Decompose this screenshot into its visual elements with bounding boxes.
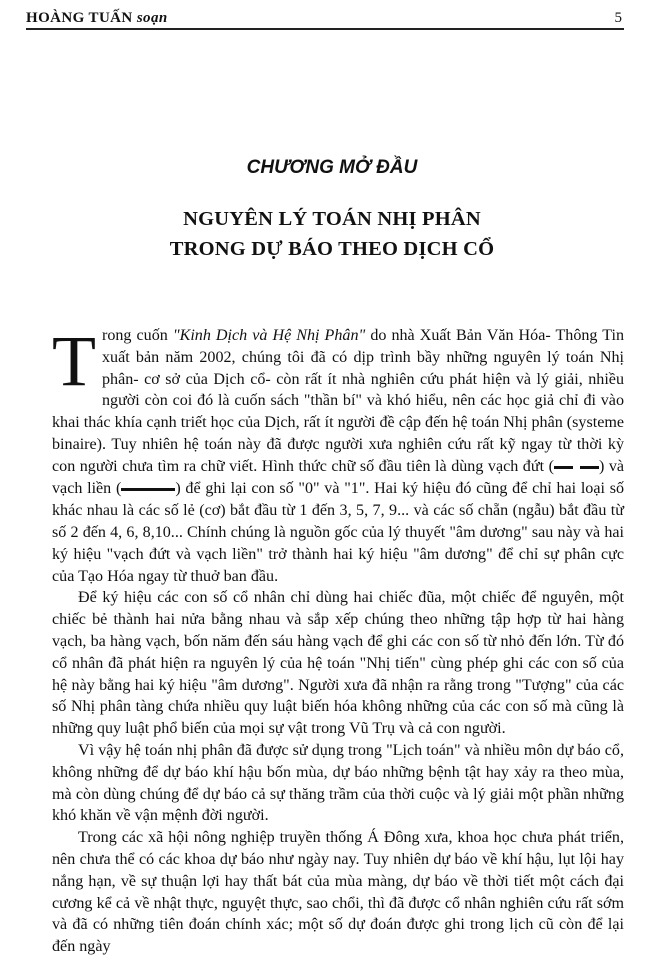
- body-text: [52, 321, 625, 958]
- page-header: [26, 8, 624, 30]
- book-title: "Kinh Dịch và Hệ Nhị Phân": [172, 327, 366, 344]
- paragraph-1-text-b: do nhà Xuất Bản Văn Hóa- Thông Tin xuất bản năm 2002, chúng tôi đã có dịp trình bầy những nguyên lý toán Nhị phân- cơ sở của Dịch cổ- còn rất ít nhà nghiên cứu phát hiện và lý giải, nhiều người còn coi đó là cuốn sách "thần bí" và khó hiểu, nên các học giả chỉ đi vào khai thác khía cạnh triết học của Dịch, rất ít người đề cập đến hệ toán Nhị phân (systeme binaire). Tuy nhiên hệ toán này đã được người xưa nghiên cứu rất kỹ ngay từ thời kỳ con người chưa tìm ra chữ viết. Hình thức chữ số đầu tiên là dùng vạch đứt (: [52, 327, 625, 475]
- paragraph-1-text-a: rong cuốn: [101, 327, 173, 344]
- solid-line-symbol-icon: [121, 478, 175, 500]
- paragraph-2: Để ký hiệu các con số cổ nhân chỉ dùng hai chiếc đũa, một chiếc để nguyên, một chiếc bẻ thành hai nửa bằng nhau và sắp xếp chúng theo những tập hợp từ hai hàng vạch, ba hàng vạch, bốn năm đến sáu hàng vạch để ghi các con số từ nhỏ đến lớn. Từ đó cổ nhân đã phát hiện ra nguyên lý của hệ toán "Nhị tiến" cùng phép ghi các con số của hệ này bằng hai ký hiệu "âm dương". Người xưa đã nhận ra rằng trong "Tượng" của các số Nhị phân tàng chứa nhiều quy luật biến hóa không những của các con số mà cũng là những quy luật phổ biến của mọi sự vật trong Vũ Trụ và cả con người.: [52, 589, 624, 738]
- paragraph-1-text-c: ) và vạch liền (: [52, 457, 625, 497]
- chapter-title: [0, 204, 664, 264]
- chapter-title-line-1: NGUYÊN LÝ TOÁN NHỊ PHÂN: [183, 208, 481, 230]
- running-head: [26, 10, 168, 27]
- paragraph-1-text-d: ) để ghi lại con số "0" và "1". Hai ký hiệu đó cũng để chỉ hai loại số khác nhau là các số lẻ (cơ) bắt đầu từ 1 đến 3, 5, 7, 9... và các số chẵn (ngẫu) bắt đầu từ số 2 đến 4, 6, 8,10... Chính chúng là nguồn gốc của lý thuyết "âm dương" sau này và hai ký hiệu "vạch đứt và vạch liền" trở thành hai ký hiệu "âm dương" để chỉ sự phân cực của Tạo Hóa ngay từ thuở ban đầu.: [52, 479, 624, 585]
- drop-cap: T: [52, 321, 96, 401]
- broken-line-symbol-icon: [554, 456, 599, 478]
- paragraph-3: Vì vậy hệ toán nhị phân đã được sử dụng trong "Lịch toán" và nhiều môn dự báo cổ, không những để dự báo khí hậu bốn mùa, dự báo những bệnh tật hay xảy ra theo mùa, mà còn dùng chúng để dự báo cả sự thăng trầm của thời cuộc và lý giải một phần những khó khăn về vận mệnh đời người.: [52, 741, 624, 825]
- author-role: soạn: [136, 10, 168, 26]
- chapter-title-line-2: TRONG DỰ BÁO THEO DỊCH CỔ: [169, 238, 495, 260]
- paragraph-4: Trong các xã hội nông nghiệp truyền thống Á Đông xưa, khoa học chưa phát triển, nên chưa thể có các khoa dự báo như ngày nay. Tuy nhiên dự báo về khí hậu, lụt lội hay nắng hạn, về sự thuận lợi hay thất bát của mùa màng, dự báo về thời tiết một cách đại cương kể cả về nhật thực, nguyệt thực, sao chổi, thì đã được cổ nhân nghiên cứu rất sớm và đã có những tiên đoán chính xác; một số dự đoán được ghi trong lịch cũ còn để lại đến ngày: [52, 829, 624, 956]
- paragraph-1: [52, 321, 625, 587]
- chapter-label: CHƯƠNG MỞ ĐẦU: [246, 157, 418, 178]
- author-name: HOÀNG TUẤN: [26, 10, 133, 26]
- page-number: 5: [614, 10, 622, 26]
